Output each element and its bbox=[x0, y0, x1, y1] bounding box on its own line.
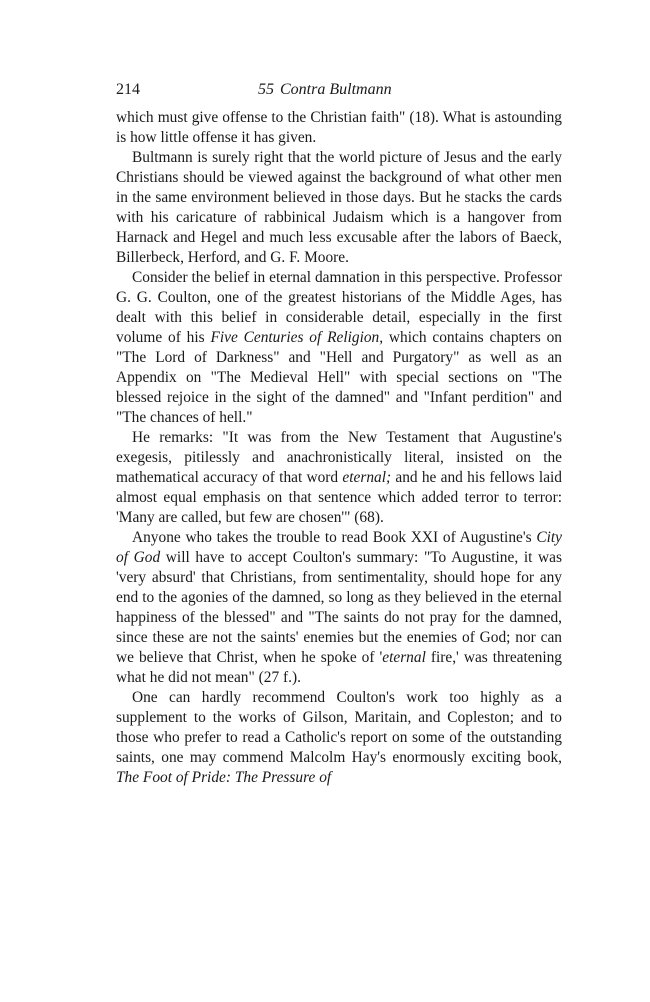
paragraph-text: and he and his fellows laid almost equal emphasis on that sentence which added terror to terror: 'Many are called, but few are chosen'" (68). bbox=[116, 469, 562, 526]
emphasis-italic: eternal; bbox=[342, 469, 392, 486]
paragraph-text: which must give offense to the Christian faith" (18). What is astounding is how little offense it has given. bbox=[116, 109, 562, 146]
paragraph-augustine bbox=[116, 528, 562, 688]
body-text bbox=[116, 108, 562, 788]
section-title: Contra Bultmann bbox=[280, 81, 392, 98]
paragraph-continued bbox=[116, 108, 562, 148]
paragraph-text: will have to accept Coulton's summary: "To Augustine, it was 'very absurd' that Christians, from sentimentality, should hope for any end to the agonies of the damned, so long as they believed in the eternal happiness of the blessed" and "The saints do not pray for the damned, since these are not the saints' enemies but the enemies of God; nor can we believe that Christ, when he spoke of ' bbox=[116, 549, 562, 666]
emphasis-italic: eternal bbox=[382, 649, 426, 666]
section-number: 55 bbox=[258, 81, 274, 98]
paragraph-text: He remarks: "It was from the New Testament that Augustine's exegesis, pitilessly and anachronistically literal, insisted on the mathematical accuracy of that word bbox=[116, 429, 562, 486]
section-heading bbox=[258, 78, 392, 102]
paragraph-text: fire,' was threatening what he did not mean" (27 f.). bbox=[116, 649, 562, 686]
book-title-italic: The Foot of Pride: The Pressure of bbox=[116, 769, 332, 786]
paragraph-text: which contains chapters on "The Lord of Darkness" and "Hell and Purgatory" as well as an Appendix on "The Medieval Hell" with special sections on "The blessed rejoice in the sight of the damned" and "Infant perdition" and "The chances of hell." bbox=[116, 329, 562, 426]
paragraph-text: Bultmann is surely right that the world picture of Jesus and the early Christians should be viewed against the background of what other men in the same environment believed in those days. But he stacks the cards with his caricature of rabbinical Judaism which is a hangover from Harnack and Hegel and much less excusable after the labors of Baeck, Billerbeck, Herford, and G. F. Moore. bbox=[116, 149, 562, 266]
book-page bbox=[116, 78, 562, 788]
book-title-italic: City of God bbox=[116, 529, 562, 566]
paragraph-eternal-damnation bbox=[116, 268, 562, 428]
paragraph-text: Consider the belief in eternal damnation in this perspective. Professor G. G. Coulton, one of the greatest historians of the Middle Ages, has dealt with this belief in considerable detail, especially in the first volume of his bbox=[116, 269, 562, 346]
paragraph-text: One can hardly recommend Coulton's work too highly as a supplement to the works of Gilson, Maritain, and Copleston; and to those who prefer to read a Catholic's report on some of the outstanding saints, one may commend Malcolm Hay's enormously exciting book, bbox=[116, 689, 562, 766]
book-title-italic: Five Centuries of Religion, bbox=[210, 329, 384, 346]
running-head bbox=[116, 78, 562, 102]
page-number: 214 bbox=[116, 81, 140, 98]
paragraph-coulton-quote bbox=[116, 428, 562, 528]
paragraph-bultmann-judaism bbox=[116, 148, 562, 268]
paragraph-text: Anyone who takes the trouble to read Book XXI of Augustine's bbox=[132, 529, 537, 546]
paragraph-recommendation bbox=[116, 688, 562, 788]
